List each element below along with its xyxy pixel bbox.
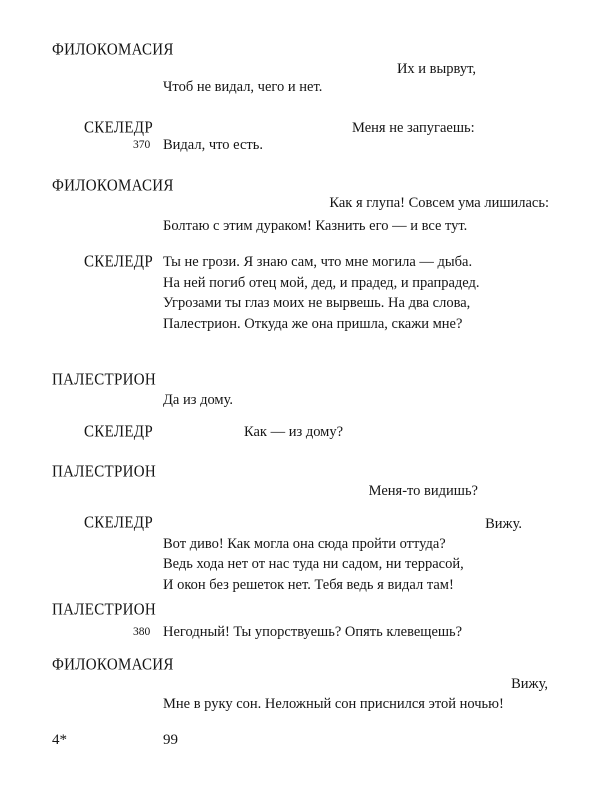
verse-line: Мне в руку сон. Неложный сон приснился этой ночью! bbox=[163, 696, 504, 712]
verse-line: Ты не грози. Я знаю сам, что мне могила — дыба. bbox=[163, 254, 473, 270]
verse-line: Видал, что есть. bbox=[163, 137, 263, 153]
verse-line: Да из дому. bbox=[163, 392, 234, 408]
speaker-philocomasium: ФИЛОКОМАСИЯ bbox=[52, 40, 174, 59]
page-number: 99 bbox=[163, 732, 178, 748]
verse-line: На ней погиб отец мой, дед, и прадед, и прапрадед. bbox=[163, 275, 480, 291]
speaker-sceledrus: СКЕЛЕДР bbox=[84, 118, 153, 137]
verse-line: Вот диво! Как могла она сюда пройти оттуда? bbox=[163, 536, 446, 552]
speaker-sceledrus: СКЕЛЕДР bbox=[84, 513, 153, 532]
speaker-sceledrus: СКЕЛЕДР bbox=[84, 422, 153, 441]
verse-line: Вижу, bbox=[511, 676, 548, 692]
verse-line: Негодный! Ты упорствуешь? Опять клевещешь? bbox=[163, 624, 463, 640]
verse-line: И окон без решеток нет. Тебя ведь я видал там! bbox=[163, 577, 454, 593]
speaker-palaestrio: ПАЛЕСТРИОН bbox=[52, 462, 157, 481]
verse-line: Меня-то видишь? bbox=[368, 483, 478, 499]
verse-line: Как я глупа! Совсем ума лишилась: bbox=[329, 195, 549, 211]
line-number: 370 bbox=[133, 139, 151, 151]
verse-line: Палестрион. Откуда же она пришла, скажи мне? bbox=[163, 316, 463, 332]
verse-line: Вижу. bbox=[485, 516, 522, 532]
verse-line: Как — из дому? bbox=[244, 424, 344, 440]
verse-line: Ведь хода нет от нас туда ни садом, ни террасой, bbox=[163, 556, 464, 572]
speaker-sceledrus: СКЕЛЕДР bbox=[84, 252, 153, 271]
verse-line: Меня не запугаешь: bbox=[352, 120, 475, 136]
verse-line: Чтоб не видал, чего и нет. bbox=[163, 79, 323, 95]
speaker-palaestrio: ПАЛЕСТРИОН bbox=[52, 600, 157, 619]
verse-line: Угрозами ты глаз моих не вырвешь. На два слова, bbox=[163, 295, 471, 311]
signature-mark: 4* bbox=[52, 732, 67, 748]
verse-line: Их и вырвут, bbox=[396, 61, 476, 77]
speaker-palaestrio: ПАЛЕСТРИОН bbox=[52, 370, 157, 389]
speaker-philocomasium: ФИЛОКОМАСИЯ bbox=[52, 655, 174, 674]
line-number: 380 bbox=[133, 626, 151, 638]
verse-line: Болтаю с этим дураком! Казнить его — и все тут. bbox=[163, 218, 468, 234]
speaker-philocomasium: ФИЛОКОМАСИЯ bbox=[52, 176, 174, 195]
